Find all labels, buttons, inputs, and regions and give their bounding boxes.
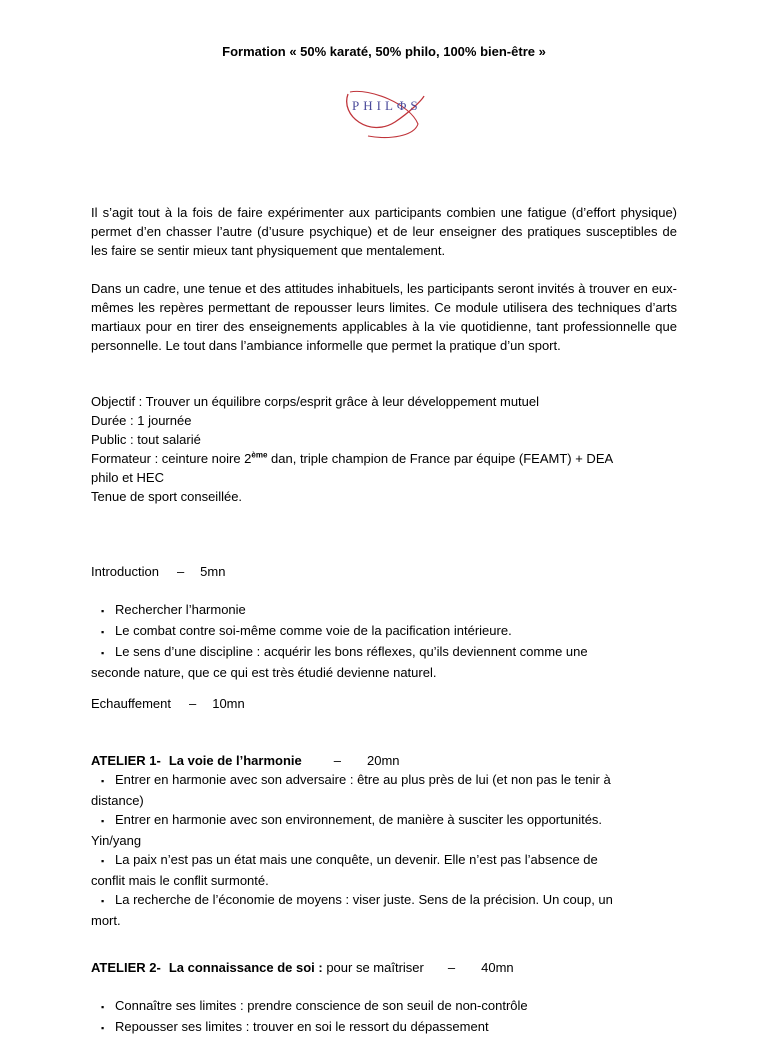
formateur-line-2: philo et HEC (91, 470, 164, 485)
atelier2-prefix: ATELIER 2- (91, 960, 161, 975)
list-item-continuation: mort. (91, 913, 121, 928)
introduction-duration: 5mn (200, 564, 226, 579)
atelier1-duration: 20mn (367, 753, 400, 768)
atelier1-name: La voie de l’harmonie (168, 753, 302, 768)
atelier1-prefix: ATELIER 1- (91, 753, 161, 768)
introduction-label: Introduction (91, 564, 159, 579)
intro-paragraph: Il s’agit tout à la fois de faire expérimenter aux participants combien une fatigue (d’effort physique) permet d’en chasser l’autre (d’usure psychique) et de leur enseigner des pratiques susceptibles de les faire se sentir mieux tant physiquement que mentalement. (91, 205, 677, 258)
atelier2-duration: 40mn (481, 960, 514, 975)
atelier1-heading (91, 751, 677, 770)
atelier1-dash: – (333, 753, 341, 768)
echauffement-section (91, 694, 677, 713)
page-title: Formation « 50% karaté, 50% philo, 100% bien-être » (222, 44, 546, 59)
atelier2-name: La connaissance de soi : (168, 960, 323, 975)
introduction-section (91, 562, 677, 682)
info-block (91, 392, 677, 506)
echauffement-heading (91, 694, 677, 713)
list-item-continuation: conflit mais le conflit surmonté. (91, 873, 269, 888)
intro-paragraph: Dans un cadre, une tenue et des attitudes inhabituels, les participants seront invités à trouver en eux-mêmes les repères permettant de repousser leurs limites. Ce module utilisera des techniques d’arts martiaux pour en tirer des enseignements applicables à la vie quotidienne, tant professionnelle que personnelle. Le tout dans l’ambiance informelle que permet la pratique d’un sport. (91, 281, 677, 353)
echauffement-duration: 10mn (212, 696, 245, 711)
list-item: ▪ Le sens d’une discipline : acquérir les bons réflexes, qu’ils deviennent comme une (91, 642, 677, 663)
echauffement-dash: – (188, 696, 197, 711)
objectif-line: Objectif : Trouver un équilibre corps/esprit grâce à leur développement mutuel (91, 394, 540, 409)
list-item: ▪ Entrer en harmonie avec son environnement, de manière à susciter les opportunités. (91, 810, 677, 831)
formateur-text-after: dan, triple champion de France par équipe (FEAMT) + DEA (267, 451, 614, 466)
intro-section (91, 203, 677, 355)
duree-line: Durée : 1 journée (91, 413, 192, 428)
formateur-line (91, 449, 677, 468)
list-item: ▪ Entrer en harmonie avec son adversaire : être au plus près de lui (et non pas le tenir à (91, 770, 677, 791)
list-item: ▪ Le combat contre soi-même comme voie de la pacification intérieure. (91, 621, 677, 642)
logo-swoosh-icon (340, 86, 430, 146)
echauffement-label: Echauffement (91, 696, 171, 711)
list-item: ▪ Rechercher l’harmonie (91, 600, 677, 621)
formateur-text: Formateur : ceinture noire 2 (91, 451, 252, 466)
list-item: ▪ La paix n’est pas un état mais une conquête, un devenir. Elle n’est pas l’absence de (91, 850, 677, 871)
atelier1-section (91, 751, 677, 930)
atelier2-suffix: pour se maîtriser (322, 960, 424, 975)
tenue-line: Tenue de sport conseillée. (91, 489, 243, 504)
list-item: ▪ Repousser ses limites : trouver en soi le ressort du dépassement (91, 1017, 677, 1038)
introduction-heading (91, 562, 677, 581)
atelier2-section (91, 958, 677, 1038)
list-item: ▪ Connaître ses limites : prendre conscience de son seuil de non-contrôle (91, 996, 677, 1017)
list-item-continuation: distance) (91, 793, 144, 808)
introduction-dash: – (176, 564, 185, 579)
atelier2-heading (91, 958, 677, 977)
formateur-superscript: ème (251, 450, 268, 460)
logo-text: PHILΦS (352, 98, 422, 113)
list-item-continuation: seconde nature, que ce qui est très étudié devienne naturel. (91, 665, 437, 680)
philos-logo (340, 86, 430, 146)
list-item: ▪ La recherche de l’économie de moyens : viser juste. Sens de la précision. Un coup, un (91, 890, 677, 911)
atelier2-dash: – (447, 960, 456, 975)
list-item-continuation: Yin/yang (91, 833, 142, 848)
public-line: Public : tout salarié (91, 432, 201, 447)
